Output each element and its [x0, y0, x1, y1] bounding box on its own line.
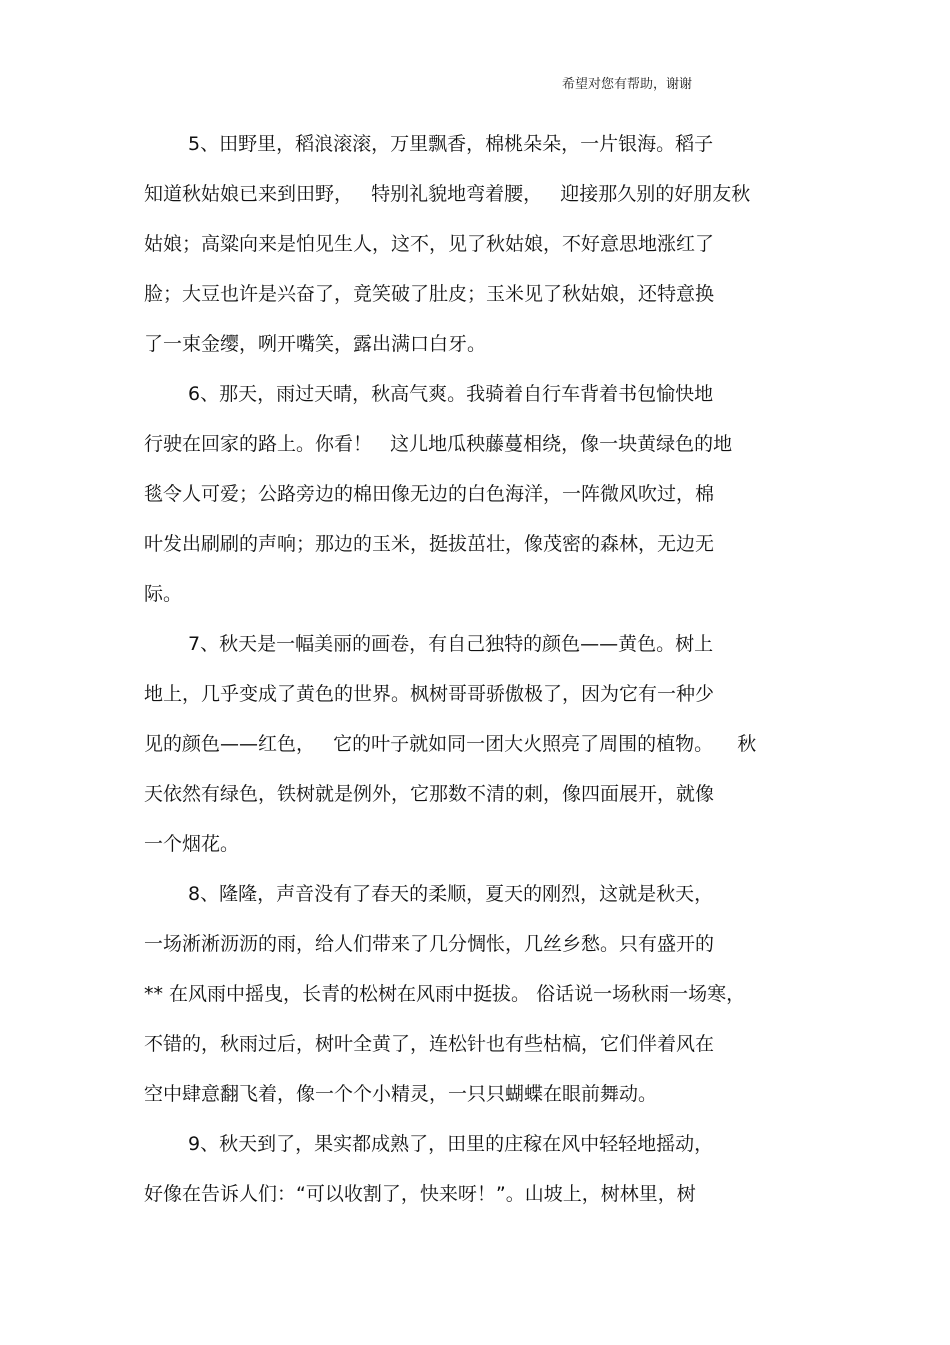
text-line: 行驶在回家的路上。你看！ 这儿地瓜秧藤蔓相绕，像一块黄绿色的地	[144, 433, 733, 455]
text-line: 地上，几乎变成了黄色的世界。枫树哥哥骄傲极了，因为它有一种少	[144, 683, 715, 705]
text-line: 6、那天，雨过天晴，秋高气爽。我骑着自行车背着书包愉快地	[188, 383, 714, 405]
text-line: 见的颜色——红色， 它的叶子就如同一团大火照亮了周围的植物。 秋	[144, 733, 757, 755]
text-line: 一场淅淅沥沥的雨，给人们带来了几分惆怅，几丝乡愁。只有盛开的	[144, 933, 715, 955]
text-line: 天依然有绿色，铁树就是例外，它那数不清的刺，像四面展开，就像	[144, 783, 715, 805]
text-line: 了一束金缨，咧开嘴笑，露出满口白牙。	[144, 333, 487, 355]
text-line: 不错的，秋雨过后，树叶全黄了，连松针也有些枯槁，它们伴着风在	[144, 1033, 715, 1055]
text-line: 姑娘；高粱向来是怕见生人，这不，见了秋姑娘，不好意思地涨红了	[144, 233, 715, 255]
page-header: 希望对您有帮助，谢谢	[562, 77, 693, 92]
text-line: 好像在告诉人们：“可以收割了，快来呀！”。山坡上，树林里，树	[144, 1183, 696, 1205]
text-line: 空中肆意翻飞着，像一个个小精灵，一只只蝴蝶在眼前舞动。	[144, 1083, 658, 1105]
text-line: 毯令人可爱；公路旁边的棉田像无边的白色海洋，一阵微风吹过，棉	[144, 483, 715, 505]
text-line: 脸；大豆也许是兴奋了，竟笑破了肚皮；玉米见了秋姑娘，还特意换	[144, 283, 715, 305]
text-line: 知道秋姑娘已来到田野， 特别礼貌地弯着腰， 迎接那久别的好朋友秋	[144, 183, 751, 205]
text-line: 际。	[144, 583, 183, 605]
text-line: 7、秋天是一幅美丽的画卷，有自己独特的颜色——黄色。树上	[188, 633, 714, 655]
text-line: 9、秋天到了，果实都成熟了，田里的庄稼在风中轻轻地摇动，	[188, 1133, 714, 1155]
text-line: 叶发出刷刷的声响；那边的玉米，挺拔茁壮，像茂密的森林，无边无	[144, 533, 715, 555]
text-line: 5、田野里，稻浪滚滚，万里飘香，棉桃朵朵，一片银海。稻子	[188, 133, 714, 155]
text-line: 8、隆隆，声音没有了春天的柔顺，夏天的刚烈，这就是秋天，	[188, 883, 714, 905]
text-line: 一个烟花。	[144, 833, 240, 855]
text-line: ** 在风雨中摇曳，长青的松树在风雨中挺拔。 俗话说一场秋雨一场寒，	[144, 983, 746, 1005]
